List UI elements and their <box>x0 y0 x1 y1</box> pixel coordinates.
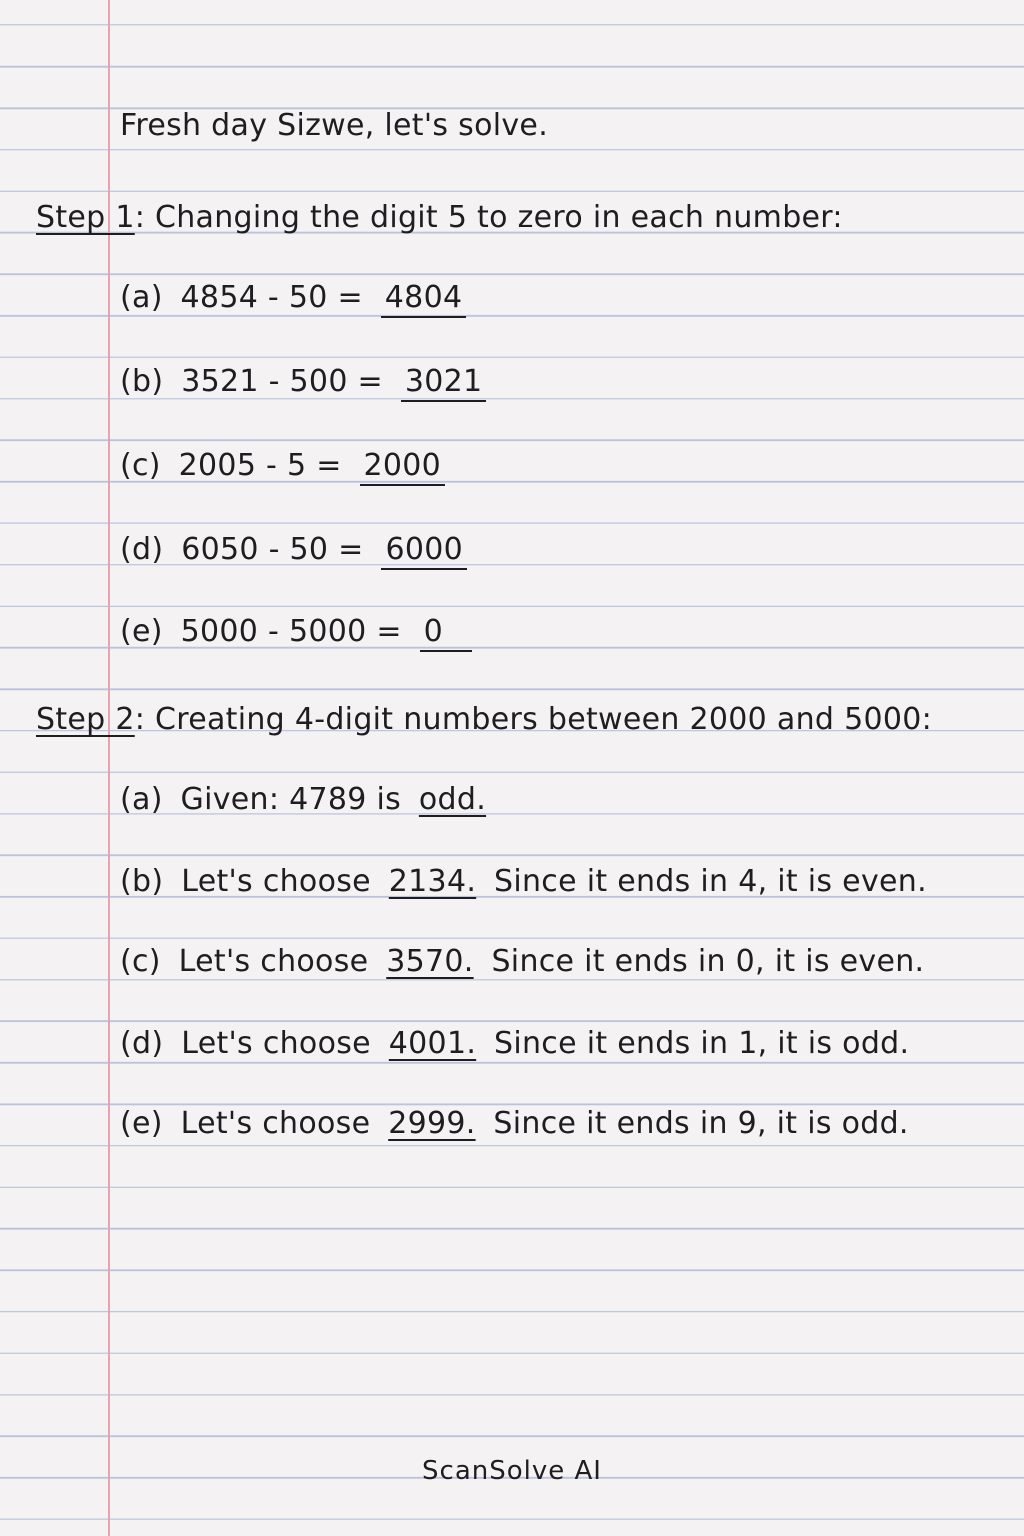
step1-label: Step 1 <box>36 200 135 235</box>
item-number: odd. <box>418 782 487 817</box>
item-conclusion: Since it ends in 1, it is odd. <box>494 1026 910 1061</box>
step1-item <box>120 280 466 318</box>
item-text: Given: 4789 is <box>180 782 402 817</box>
item-text: Let's choose <box>181 864 371 899</box>
item-conclusion: Since it ends in 4, it is even. <box>494 864 927 899</box>
step1-item <box>120 532 467 570</box>
item-expression: 6050 - 50 = <box>181 532 364 567</box>
item-text: Let's choose <box>181 1026 371 1061</box>
item-conclusion: Since it ends in 0, it is even. <box>491 944 925 979</box>
item-text: Let's choose <box>180 1106 371 1141</box>
item-answer: 4804 <box>381 281 467 318</box>
item-letter: (c) <box>120 448 161 483</box>
item-answer: 2000 <box>360 449 446 486</box>
step2-item <box>120 782 486 817</box>
item-letter: (b) <box>120 364 164 399</box>
item-expression: 2005 - 5 = <box>178 448 342 483</box>
step2-item <box>120 864 927 899</box>
footer-brand: ScanSolve AI <box>422 1456 602 1486</box>
item-letter: (e) <box>120 614 163 649</box>
item-letter: (c) <box>120 944 161 979</box>
item-answer: 3021 <box>401 365 487 402</box>
item-number: 2999. <box>388 1106 476 1141</box>
step2-item <box>120 944 924 979</box>
step1-title: : Changing the digit 5 to zero in each number: <box>134 200 843 235</box>
item-number: 3570. <box>386 944 474 979</box>
step1-heading <box>36 200 843 235</box>
step1-item <box>120 364 486 402</box>
item-conclusion: Since it ends in 9, it is odd. <box>493 1106 909 1141</box>
item-answer: 6000 <box>381 533 467 570</box>
item-letter: (d) <box>120 1026 164 1061</box>
step1-item <box>120 448 445 486</box>
item-expression: 4854 - 50 = <box>180 280 363 315</box>
item-letter: (a) <box>120 280 163 315</box>
item-answer: 0 <box>420 615 472 652</box>
step2-label: Step 2 <box>36 702 135 737</box>
item-letter: (a) <box>120 782 163 817</box>
item-number: 2134. <box>388 864 477 899</box>
step1-item <box>120 614 472 652</box>
step2-heading <box>36 702 932 737</box>
item-expression: 3521 - 500 = <box>181 364 383 399</box>
item-letter: (d) <box>120 532 164 567</box>
item-number: 4001. <box>388 1026 477 1061</box>
item-text: Let's choose <box>178 944 369 979</box>
item-letter: (b) <box>120 864 164 899</box>
step2-item <box>120 1026 909 1061</box>
step2-item <box>120 1106 909 1141</box>
greeting-text: Fresh day Sizwe, let's solve. <box>120 108 549 143</box>
item-letter: (e) <box>120 1106 163 1141</box>
step2-title: : Creating 4-digit numbers between 2000 and 5000: <box>134 702 933 737</box>
item-expression: 5000 - 5000 = <box>180 614 402 649</box>
